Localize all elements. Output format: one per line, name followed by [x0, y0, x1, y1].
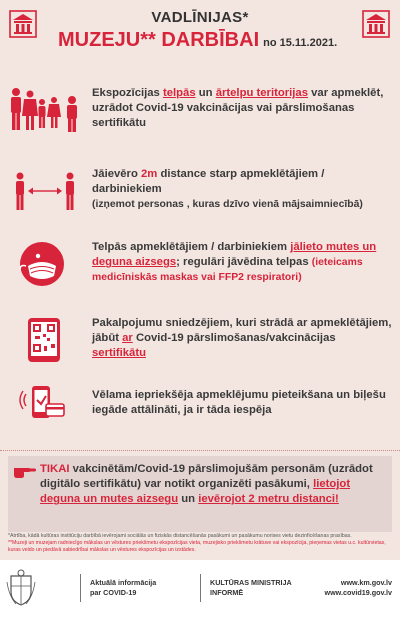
link-covid19[interactable]: www.covid19.gov.lv [324, 588, 392, 597]
guideline-text [92, 167, 392, 213]
footnote-2: **Muzeji un muzejam radniecīgo mākslas un vēstures priekšmetu ekspozīcijas vieta, muzejisko priekšmetu krātuve vai ekspozīcija, pieņemas vietas u.c. kultūrvietas, kuras veido un piedāvā sabiedrībai mākslas un vēstures ekspozīcijas un izstādes. [8, 540, 386, 553]
header-subtitle-main: MUZEJU** DARBĪBAI [58, 29, 260, 51]
divider [0, 450, 400, 451]
guideline-row [0, 78, 400, 148]
footnote-1: *Atrtība, kādā kultūras institūciju darbībā ievērojami sociālās un fiziskās distancēšanās pasākumi un pasākumu norises vietu dezinficēšanas prasības. [8, 533, 352, 539]
text-segment: var apmeklēt, uzrādot Covid-19 vakcinācijas vai pārslimošanas sertifikātu [92, 87, 384, 130]
pointing-hand-icon [12, 460, 38, 480]
coat-of-arms-icon [6, 568, 36, 608]
divider [200, 574, 201, 602]
text-segment: Vēlama iepriekšēja apmeklējumu pieteikšana un biļešu iegāde attālināti, ja ir tāda iespēja [92, 389, 386, 417]
guideline-row [0, 236, 400, 308]
text-segment: ; regulāri jāvēdina telpas [176, 256, 312, 269]
people-group-icon [8, 86, 82, 134]
header [0, 0, 400, 66]
footnotes [8, 533, 396, 554]
text-segment: sertifikātu [92, 347, 146, 360]
guideline-text [92, 86, 392, 132]
guideline-text [92, 388, 392, 418]
text-segment: ārtelpu teritorijas [215, 87, 308, 99]
guideline-row [0, 310, 400, 374]
header-subtitle [58, 29, 337, 52]
text-segment: 2m [141, 168, 158, 180]
text-segment: distance starp apmeklētājiem / darbiniekiem [92, 168, 325, 196]
text-segment: lietojot deguna un mutes aizsegu [40, 478, 351, 506]
covid-info-label: Aktuālā informācija par COVID-19 [90, 578, 157, 597]
header-title: VADLĪNIJAS* [151, 9, 249, 26]
text-segment: vakcinētām/Covid-19 pārslimojušām personām (uzrādot digitālo sertifikātu) var notikt organizēti pasākumi, [40, 463, 373, 491]
text-segment: Pakalpojumu sniedzējiem, kuri strādā ar apmeklētājiem, jābūt [92, 317, 392, 345]
qr-code-icon [8, 314, 82, 366]
text-segment: un [195, 87, 216, 99]
footer-bar [0, 560, 400, 617]
footer-links [300, 578, 392, 598]
text-segment: un [178, 493, 199, 506]
guideline-row [0, 378, 400, 438]
guideline-text [92, 240, 392, 286]
text-segment: ar [122, 332, 133, 345]
text-segment: (ieteicams medicīniskās maskas vai FFP2 respiratori) [92, 257, 363, 284]
guideline-row [0, 160, 400, 228]
text-segment: TIKAI [40, 463, 70, 475]
text-segment: telpās [162, 87, 196, 99]
distance-icon [8, 172, 82, 212]
phone-card-icon [8, 382, 82, 426]
text-segment: (izņemot personas , kuras dzīvo vienā mājsaimniecībā) [92, 199, 363, 211]
header-date: no 15.11.2021. [263, 37, 338, 49]
notice-box [8, 456, 392, 532]
mask-icon [8, 236, 82, 292]
text-segment: Jāievēro [92, 168, 141, 180]
text-segment: jālieto mutes un deguna aizsegs [92, 241, 377, 269]
text-segment: Covid-19 pārslimošanas/vakcinācijas [132, 332, 336, 345]
text-segment: ievērojot 2 metru distanci! [198, 493, 339, 506]
notice-text [40, 462, 388, 508]
divider [80, 574, 81, 602]
ministry-label: KULTŪRAS MINISTRIJA INFORMĒ [210, 578, 292, 597]
text-segment: Ekspozīcijas [92, 87, 163, 99]
text-segment: Telpās apmeklētājiem / darbiniekiem [92, 241, 291, 253]
link-km[interactable]: www.km.gov.lv [340, 578, 392, 587]
guideline-text [92, 316, 392, 362]
